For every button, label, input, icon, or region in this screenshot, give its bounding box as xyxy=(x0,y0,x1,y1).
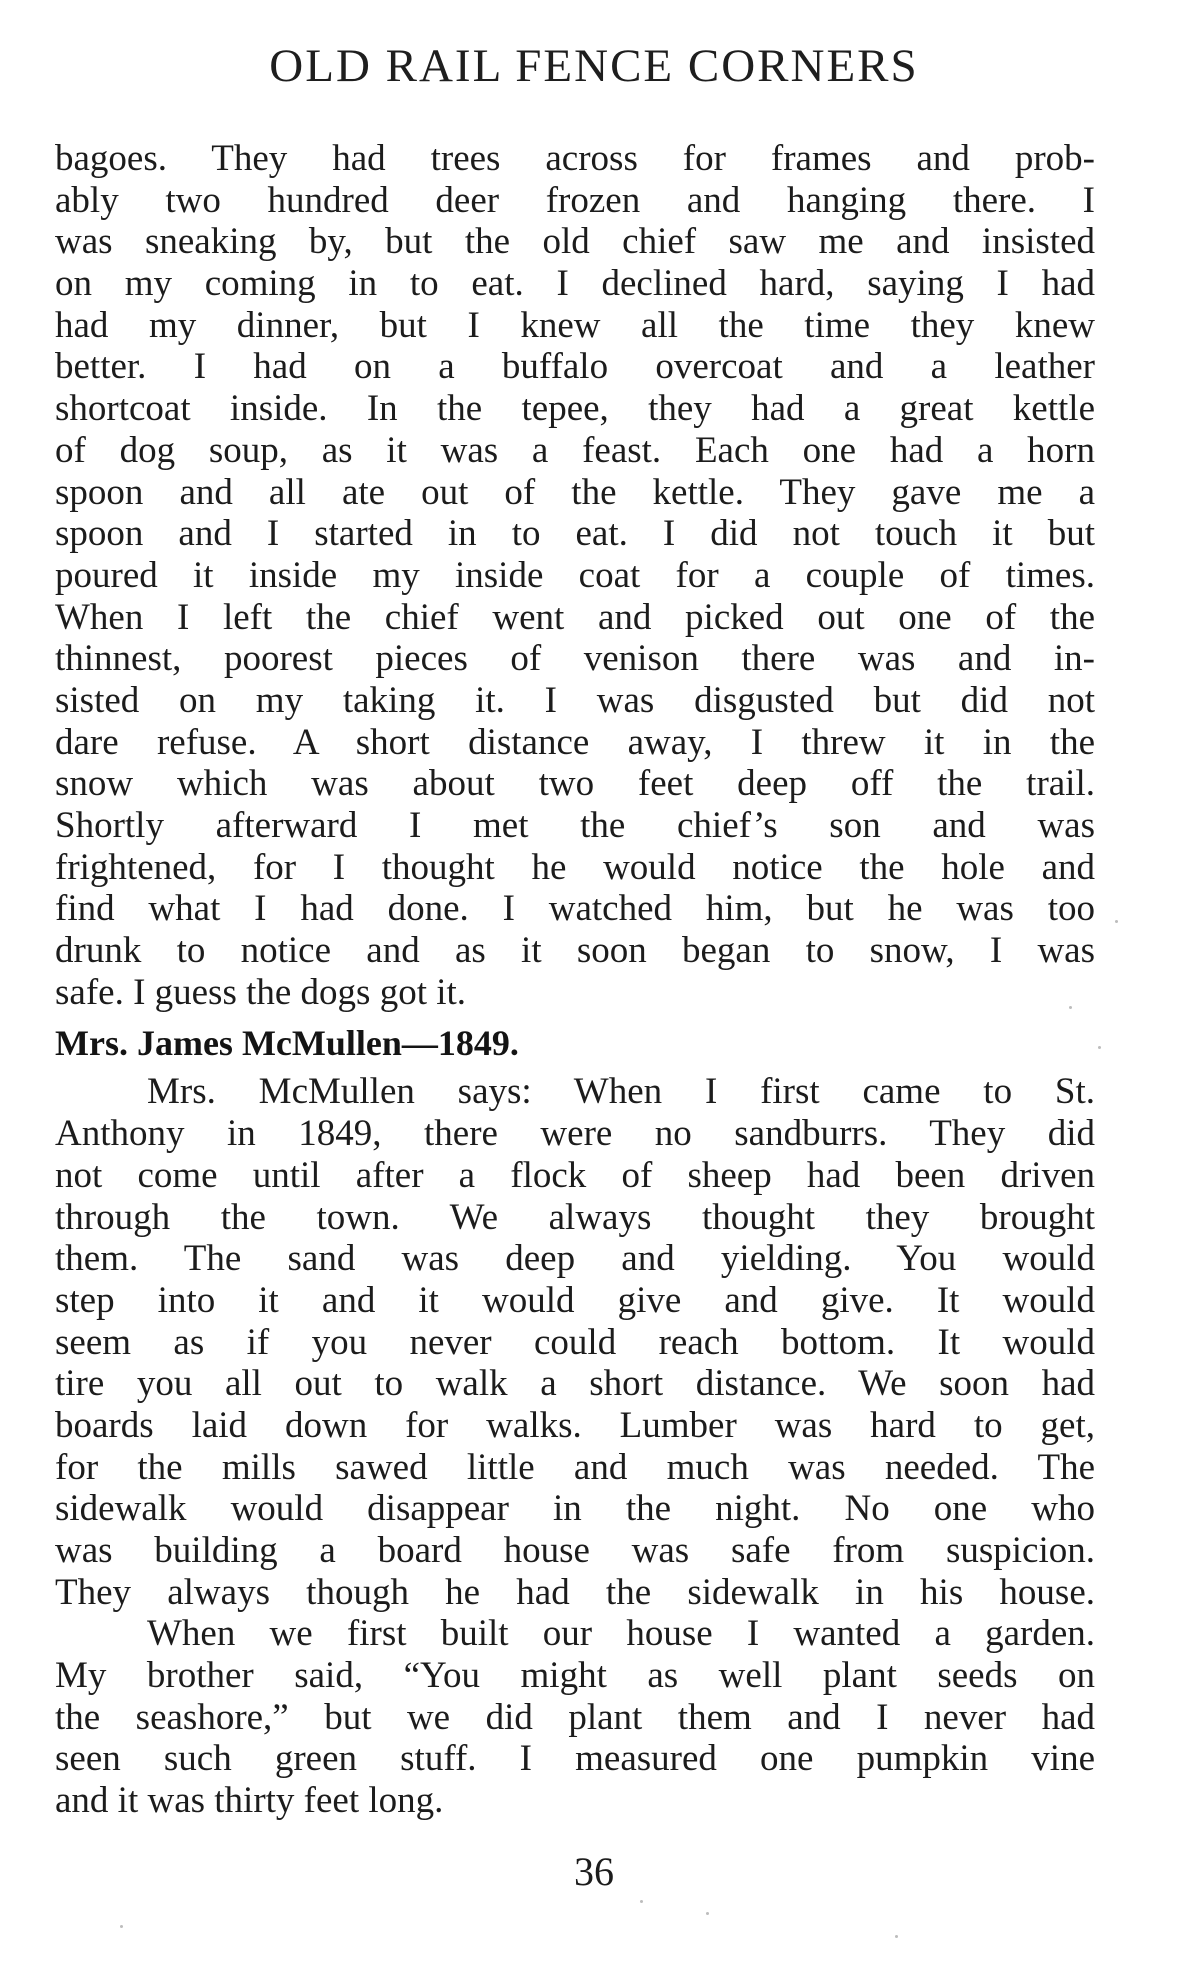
text-line: boards laid down for walks. Lumber was hard to get, xyxy=(55,1404,1095,1446)
text-line: had my dinner, but I knew all the time they knew xyxy=(55,304,1095,346)
text-line: They always though he had the sidewalk in his house. xyxy=(55,1571,1095,1613)
text-line: step into it and it would give and give. It would xyxy=(55,1279,1095,1321)
paragraph-3 xyxy=(55,1613,1095,1821)
text-line: When we first built our house I wanted a garden. xyxy=(147,1613,1095,1655)
text-line: through the town. We always thought they brought xyxy=(55,1196,1095,1238)
text-line: sisted on my taking it. I was disgusted but did not xyxy=(55,679,1095,721)
text-line: seen such green stuff. I measured one pumpkin vine xyxy=(55,1738,1095,1780)
text-line: was building a board house was safe from suspicion. xyxy=(55,1530,1095,1571)
text-line: them. The sand was deep and yielding. You would xyxy=(55,1238,1095,1280)
text-line: thinnest, poorest pieces of venison there was and in- xyxy=(55,638,1095,680)
paper-speck xyxy=(640,1900,643,1903)
text-line: spoon and I started in to eat. I did not touch it but xyxy=(55,513,1095,555)
text-line: of dog soup, as it was a feast. Each one had a horn xyxy=(55,429,1095,471)
text-line: was sneaking by, but the old chief saw me and insisted xyxy=(55,221,1095,263)
text-line: the seashore,” but we did plant them and I never had xyxy=(55,1696,1095,1738)
text-line: and it was thirty feet long. xyxy=(55,1780,444,1822)
text-line: not come until after a flock of sheep had been driven xyxy=(55,1154,1095,1196)
text-line: sidewalk would disappear in the night. No one who xyxy=(55,1488,1095,1530)
text-line: bagoes. They had trees across for frames and prob- xyxy=(55,138,1095,179)
page-number: 36 xyxy=(574,1849,614,1894)
text-line: Shortly afterward I met the chief’s son and was xyxy=(55,805,1095,846)
paper-speck xyxy=(706,1912,709,1915)
text-line: ably two hundred deer frozen and hanging there. I xyxy=(55,179,1095,221)
text-line: on my coming in to eat. I declined hard, saying I had xyxy=(55,263,1095,305)
text-line: drunk to notice and as it soon began to snow, I was xyxy=(55,930,1095,972)
text-line: for the mills sawed little and much was needed. The xyxy=(55,1446,1095,1488)
text-line: shortcoat inside. In the tepee, they had a great kettle xyxy=(55,388,1095,430)
text-line: spoon and all ate out of the kettle. They gave me a xyxy=(55,471,1095,513)
text-line: safe. I guess the dogs got it. xyxy=(55,971,467,1013)
text-line: find what I had done. I watched him, but he was too xyxy=(55,888,1095,930)
section-heading: Mrs. James McMullen—1849. xyxy=(55,1023,519,1064)
text-line: seem as if you never could reach bottom. It would xyxy=(55,1321,1095,1363)
paper-speck xyxy=(1069,1006,1072,1009)
paper-speck xyxy=(1098,1046,1101,1049)
text-line: When I left the chief went and picked out one of the xyxy=(55,596,1095,638)
paper-speck xyxy=(120,1925,123,1928)
running-head: OLD RAIL FENCE CORNERS xyxy=(269,40,919,92)
paper-speck xyxy=(895,1935,898,1938)
paragraph-1 xyxy=(55,138,1095,1013)
text-line: frightened, for I thought he would notice the hole and xyxy=(55,846,1095,888)
text-line: dare refuse. A short distance away, I threw it in the xyxy=(55,721,1095,763)
text-line: My brother said, “You might as well plant seeds on xyxy=(55,1655,1095,1697)
body-text xyxy=(55,138,1095,1822)
paragraph-2 xyxy=(55,1071,1095,1613)
text-line: Anthony in 1849, there were no sandburrs. They did xyxy=(55,1113,1095,1155)
paper-speck xyxy=(1115,920,1118,923)
text-line: snow which was about two feet deep off the trail. xyxy=(55,763,1095,805)
text-line: Mrs. McMullen says: When I first came to St. xyxy=(147,1071,1095,1113)
text-line: poured it inside my inside coat for a couple of times. xyxy=(55,554,1095,596)
text-line: better. I had on a buffalo overcoat and a leather xyxy=(55,346,1095,388)
text-line: tire you all out to walk a short distance. We soon had xyxy=(55,1363,1095,1405)
